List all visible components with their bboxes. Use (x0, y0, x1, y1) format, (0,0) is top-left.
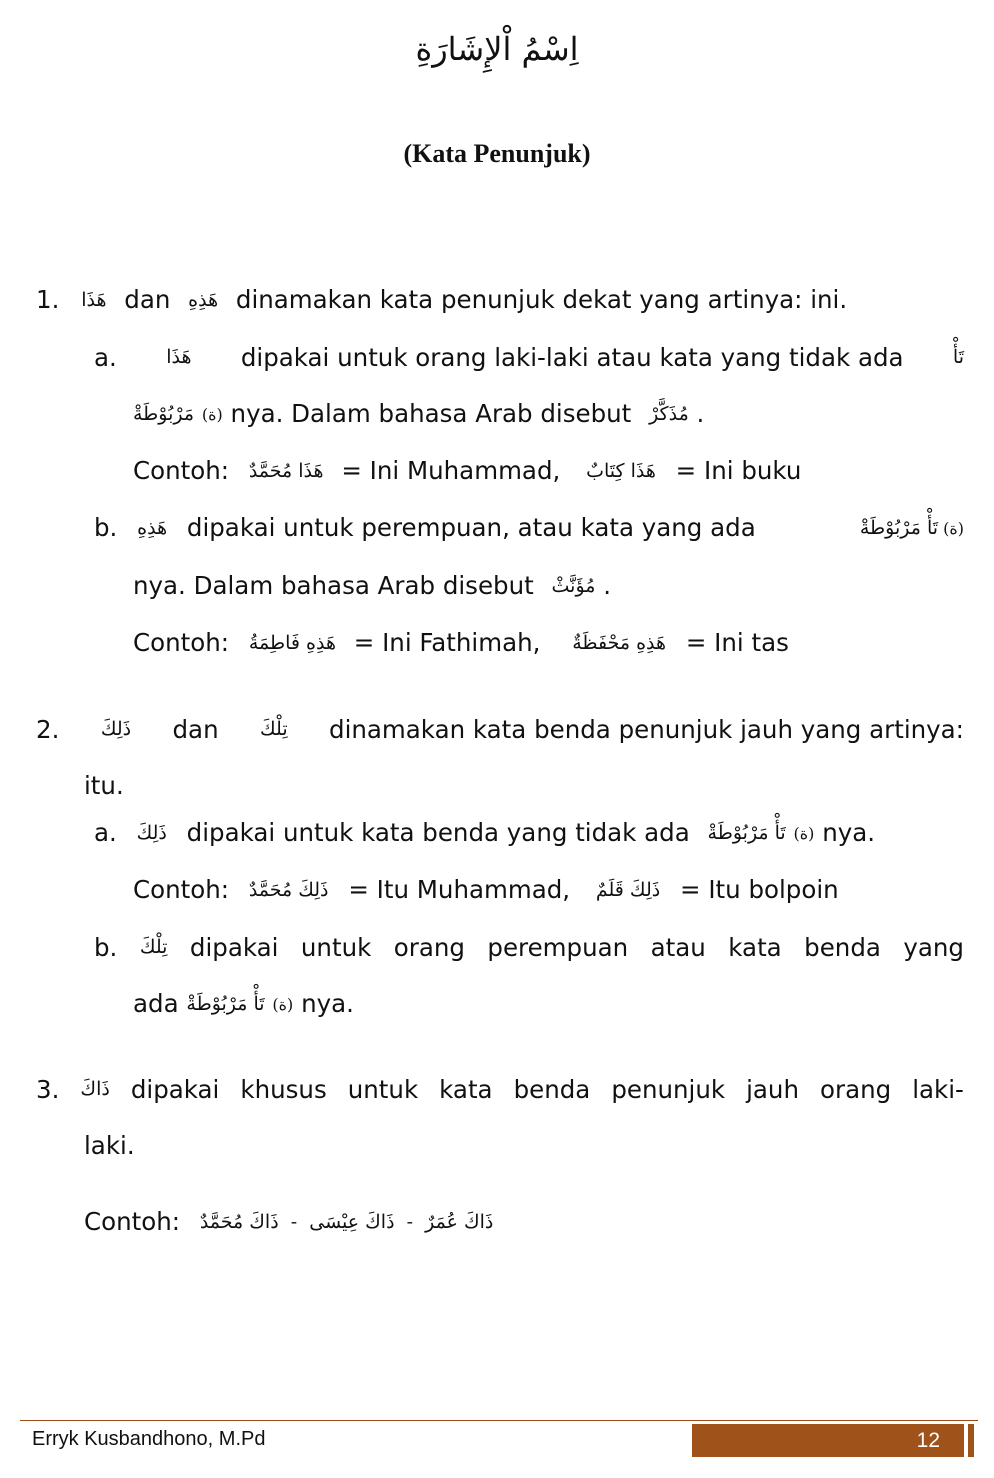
item-2b-word: orang (393, 932, 465, 962)
footer-author: Erryk Kusbandhono, M.Pd (32, 1428, 266, 1450)
item-2b-word: untuk (300, 932, 372, 962)
item-2b-word: dipakai (189, 932, 279, 962)
example-translation: = Ini tas (685, 628, 789, 657)
item-3-word: penunjuk (611, 1074, 726, 1104)
arabic-example: ذَلِكَ قَلَمٌ (595, 879, 661, 901)
item-2b-word: kata (728, 932, 782, 962)
item-3-example (84, 1202, 493, 1242)
page-subtitle: (Kata Penunjuk) (403, 139, 591, 168)
item-1a-example (133, 451, 801, 491)
arabic-example: هَذَا كِتَابٌ (586, 460, 656, 482)
arabic-word: ذَاكَ (80, 1078, 110, 1100)
item-2-line (36, 709, 964, 749)
item-2a-text-2: nya. (822, 818, 876, 847)
arabic-word: مَرْبُوْطَةْ (133, 403, 195, 425)
item-1-line (36, 280, 847, 320)
item-3-number: 3. (36, 1074, 60, 1104)
arabic-word: هَذِهِ (188, 289, 219, 311)
period: . (696, 399, 705, 428)
item-2-text-cont: itu. (84, 771, 124, 800)
period: . (603, 571, 612, 600)
arabic-word: تَأْ مَرْبُوْطَةْ (186, 993, 265, 1015)
arabic-char: (ة) (793, 824, 815, 843)
item-2-text: dinamakan kata benda penunjuk jauh yang artinya: (329, 714, 964, 744)
item-1b-line (94, 508, 756, 548)
arabic-word: هَذَا (81, 289, 107, 311)
item-2b-word: atau (650, 932, 706, 962)
item-3-line (36, 1069, 964, 1109)
arabic-word: تَأْ مَرْبُوْطَةْ (707, 822, 786, 844)
arabic-word: ذَلِكَ (100, 718, 132, 740)
item-1b-example (133, 623, 789, 663)
item-2b-line (94, 927, 964, 967)
arabic-word: هَذِهِ (137, 517, 168, 539)
item-1a-line (94, 337, 964, 377)
item-3-word: untuk (347, 1074, 419, 1104)
example-translation: = Itu bolpoin (680, 875, 839, 904)
arabic-title: اِسْمُ اْلإِشَارَةِ (415, 30, 579, 68)
item-1-number: 1. (36, 285, 60, 314)
arabic-term: مُؤَنَّثْ (551, 575, 596, 597)
item-2b-word: perempuan (487, 932, 629, 962)
item-2-number: 2. (36, 714, 60, 744)
item-3-word: orang (820, 1074, 892, 1104)
item-3-word: kata (439, 1074, 493, 1104)
item-2a-example (133, 870, 839, 910)
item-3-word: laki- (912, 1074, 964, 1104)
item-1b-label: b. (94, 513, 118, 542)
contoh-label: Contoh: (133, 628, 230, 657)
item-1b-text: dipakai untuk perempuan, atau kata yang ada (186, 513, 756, 542)
item-1b-line-2 (133, 566, 611, 606)
contoh-label: Contoh: (84, 1207, 181, 1236)
item-3-line-2 (84, 1126, 135, 1166)
item-3-word: khusus (240, 1074, 327, 1104)
example-translation: = Ini Fathimah, (353, 628, 541, 657)
item-3-word: jauh (746, 1074, 799, 1104)
contoh-label: Contoh: (133, 875, 230, 904)
example-translation: = Ini buku (675, 456, 802, 485)
item-1b-ta (860, 508, 964, 551)
arabic-word: ذَلِكَ (136, 822, 167, 844)
item-2b-line-2 (133, 984, 354, 1025)
arabic-example: هَذِهِ فَاطِمَةُ (248, 632, 336, 654)
item-2a-line (94, 813, 875, 854)
item-1a-text-2: nya. Dalam bahasa Arab disebut (230, 399, 632, 428)
item-2a-text: dipakai untuk kata benda yang tidak ada (186, 818, 690, 847)
example-translation: = Itu Muhammad, (348, 875, 571, 904)
item-1a-label: a. (94, 342, 117, 372)
example-translation: = Ini Muhammad, (341, 456, 561, 485)
item-2-line-2 (84, 766, 124, 806)
arabic-example: هَذَا مُحَمَّدٌ (248, 460, 324, 482)
item-1-text: dinamakan kata penunjuk dekat yang artinya: ini. (235, 285, 848, 314)
item-1b-text-2: nya. Dalam bahasa Arab disebut (133, 571, 534, 600)
item-1a-text: dipakai untuk orang laki-laki atau kata yang tidak ada (240, 342, 904, 372)
item-1-dan: dan (124, 285, 171, 314)
item-2b-word: benda (804, 932, 881, 962)
arabic-example: ذَلِكَ مُحَمَّدٌ (248, 879, 329, 901)
item-2b-word: yang (903, 932, 964, 962)
item-2-dan: dan (172, 714, 219, 744)
item-3-text-cont: laki. (84, 1131, 135, 1160)
arabic-char: (ة) (201, 405, 223, 424)
arabic-word: تِلْكَ (260, 718, 288, 740)
item-1a-line-2 (133, 394, 704, 435)
item-3-word: benda (513, 1074, 591, 1104)
arabic-word: تَأْ مَرْبُوْطَةْ (859, 517, 939, 539)
arabic-term: مُذَكَّرْ (649, 403, 689, 425)
page-number: 12 (692, 1424, 964, 1457)
contoh-label: Contoh: (133, 456, 230, 485)
item-3-word: dipakai (130, 1074, 220, 1104)
arabic-char: (ة) (272, 995, 294, 1014)
arabic-word: هَذَا (166, 346, 192, 368)
item-2b-text-2: nya. (301, 989, 354, 1018)
arabic-example: ذَاكَ عُمَرٌ - ذَاكَ عِيْسَى - ذَاكَ مُحَمَّدٌ (199, 1211, 494, 1233)
arabic-example: هَذِهِ مَحْفَظَةٌ (572, 632, 667, 654)
footer-rule (20, 1420, 978, 1421)
arabic-char: (ة) (943, 519, 964, 538)
arabic-word: تَأْ (952, 346, 964, 368)
item-2b-label: b. (94, 932, 118, 962)
arabic-word: تِلْكَ (139, 936, 168, 958)
item-2a-label: a. (94, 818, 117, 847)
item-2b-ada: ada (133, 989, 179, 1018)
